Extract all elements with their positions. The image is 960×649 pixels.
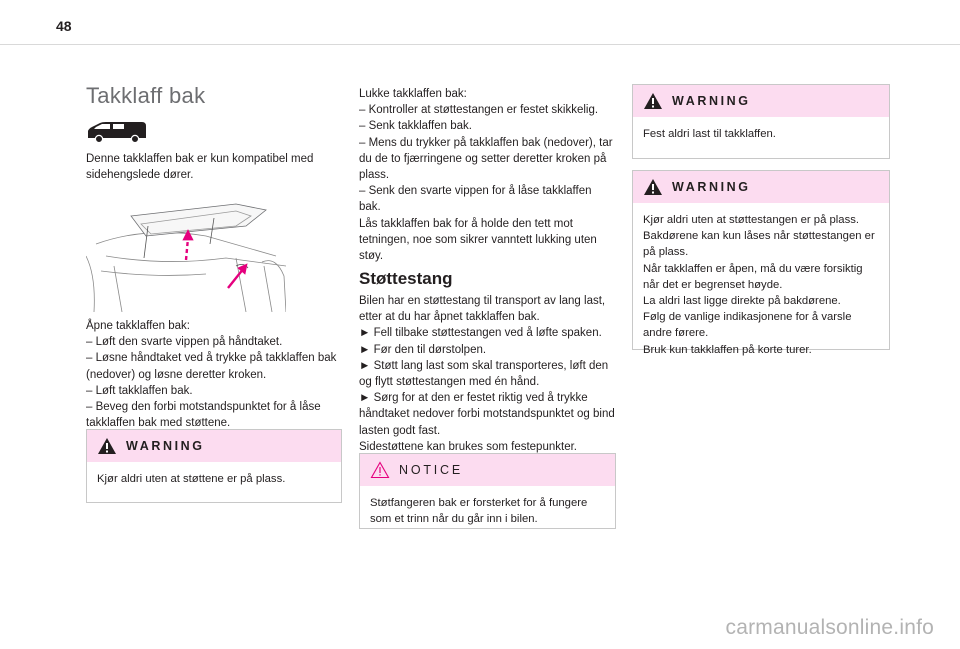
warning-label: WARNING bbox=[672, 94, 751, 108]
warning-text: Fest aldri last til takklaffen. bbox=[643, 128, 776, 140]
header-divider bbox=[0, 44, 960, 45]
warning-header bbox=[633, 171, 889, 203]
watermark: carmanualsonline.info bbox=[725, 616, 934, 639]
warning-triangle-icon bbox=[643, 92, 663, 110]
warning-text: Kjør aldri uten at støttestangen er på plass. Bakdørene kan kun låses når støttestangen er på plass. Når takklaffen er åpen, må du være forsiktig når det er begrenset høyde. La aldri last ligge direkte på bakdørene. Følg de vanlige indikasjonene for å varsle andre førere. Bruk kun takklaffen på korte turer. bbox=[643, 214, 875, 356]
notice-triangle-icon bbox=[370, 461, 390, 479]
warning-text: Kjør aldri uten at støttene er på plass. bbox=[97, 473, 286, 485]
warning-label: WARNING bbox=[126, 439, 205, 453]
warning-triangle-icon bbox=[643, 178, 663, 196]
notice-header bbox=[360, 454, 615, 486]
notice-label: NOTICE bbox=[399, 463, 464, 477]
page-title: Takklaff bak bbox=[86, 83, 206, 108]
van-icon bbox=[86, 121, 148, 143]
notice-text: Støtfangeren bak er forsterket for å fungere som et trinn når du går inn i bilen. bbox=[370, 497, 588, 525]
notice-box bbox=[359, 453, 616, 529]
warning-box-3 bbox=[632, 170, 890, 356]
open-instructions: Åpne takklaffen bak: – Løft den svarte vippen på håndtaket. – Løsne håndtaket ved å trykke på takklaffen bak (nedover) og løsne deretter kroken. – Løft takklaffen bak. – Beveg den forbi motstandspunktet for å låse takklaffen bak med støttene. bbox=[86, 320, 337, 430]
close-instructions: Lukke takklaffen bak: – Kontroller at støttestangen er festet skikkelig. – Senk takklaffen bak. – Mens du trykker på takklaffen bak (nedover), tar du de to fjærringene og setter deretter kroken på plass. – Senk den svarte vippen for å låse takklaffen bak. Lås takklaffen bak for å holde den tett mot tetningen, noe som sikrer vanntett lukking uten støy. bbox=[359, 88, 613, 263]
warning-triangle-icon bbox=[97, 437, 117, 455]
warning-header bbox=[87, 430, 341, 462]
section-title: Støttestang bbox=[359, 269, 453, 288]
warning-box-2 bbox=[632, 84, 890, 159]
warning-header bbox=[633, 85, 889, 117]
strut-instructions: Bilen har en støttestang til transport av lang last, etter at du har åpnet takklaffen bak. ► Fell tilbake støttestangen ved å løfte spaken. ► Før den til dørstolpen. ► Støtt lang last som skal transporteres, løft den og flytt støttestangen med én hånd. ► Sørg for at den er festet riktig ved å trykke håndtaket nedover forbi motstandspunktet og bind lasten godt fast. Sidestøttene kan brukes som festepunkter. bbox=[359, 295, 615, 453]
page-number: 48 bbox=[56, 18, 72, 34]
intro-text: Denne takklaffen bak er kun kompatibel med sidehengslede dører. bbox=[86, 153, 314, 182]
warning-box-1 bbox=[86, 429, 342, 503]
roof-flap-illustration bbox=[86, 196, 286, 312]
warning-label: WARNING bbox=[672, 180, 751, 194]
